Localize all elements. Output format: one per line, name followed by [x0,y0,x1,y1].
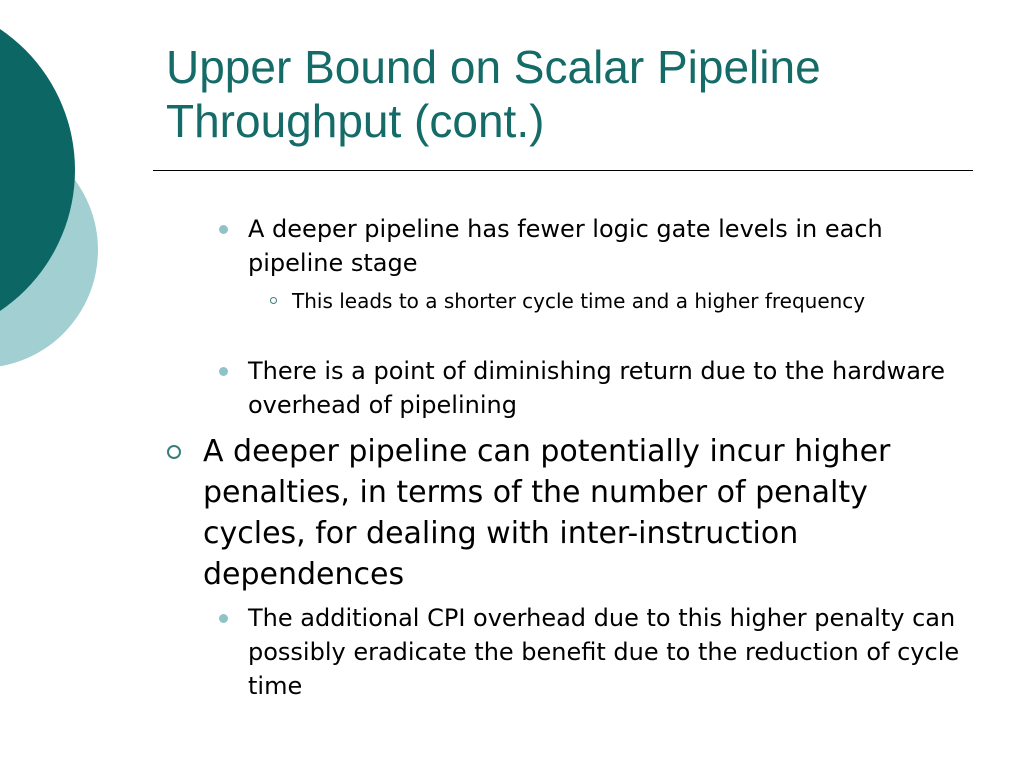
title-underline [153,170,973,171]
bullet-text: A deeper pipeline has fewer logic gate levels in each pipeline stage [248,215,883,277]
filled-dot-icon [219,367,228,376]
bullet-text: There is a point of diminishing return due to the hardware overhead of pipelining [248,357,946,419]
slide-title-line-1: Upper Bound on Scalar Pipeline [166,41,821,93]
bullet-item [248,354,968,422]
bullet-text: The additional CPI overhead due to this higher penalty can possibly eradicate the benefit due to the reduction of cycle time [248,604,960,700]
hollow-circle-icon [167,445,181,459]
bullet-item [248,601,968,703]
slide-title-line-2: Throughput (cont.) [166,95,545,147]
decorative-circles [0,0,130,420]
top-bullet-item [203,431,963,595]
top-bullet-text: A deeper pipeline can potentially incur higher penalties, in terms of the number of penalty cycles, for dealing with inter-instruction dependences [203,434,891,592]
filled-dot-icon [219,614,228,623]
filled-dot-icon [219,225,228,234]
hollow-circle-icon [270,297,277,304]
bullet-item [248,212,968,280]
sub-bullet-text: This leads to a shorter cycle time and a higher frequency [292,289,866,313]
slide-title [166,40,986,148]
sub-bullet-item [292,286,972,316]
